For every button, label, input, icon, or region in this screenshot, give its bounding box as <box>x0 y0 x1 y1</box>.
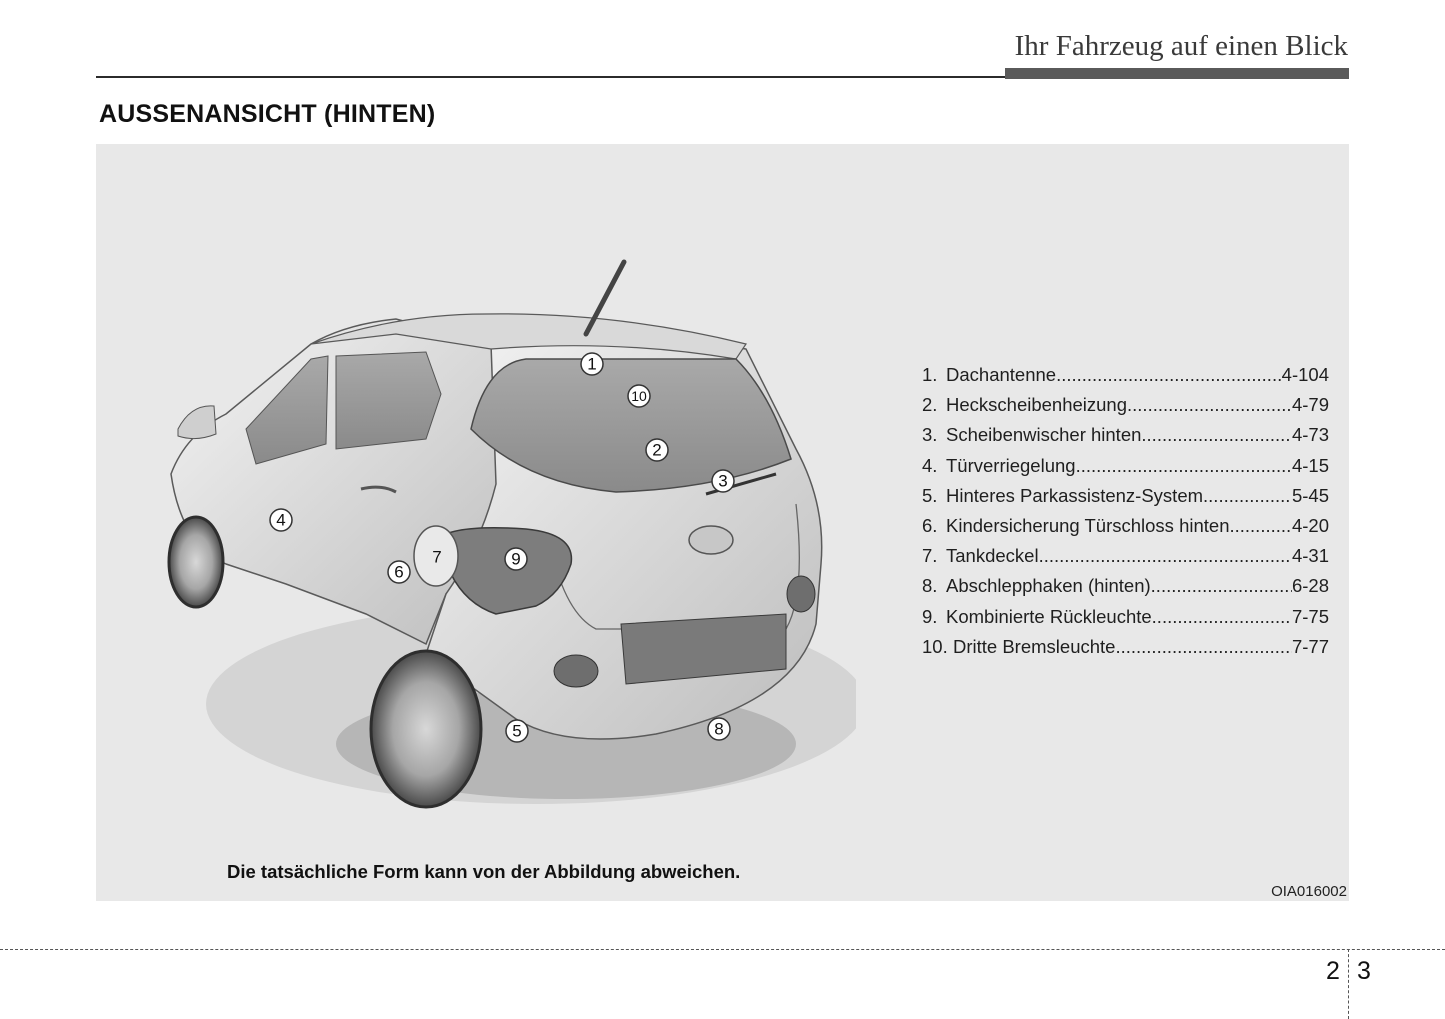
marker-1 <box>581 353 603 375</box>
chapter-number: 2 <box>1326 957 1340 985</box>
rear-reflector-left <box>554 655 598 687</box>
image-code: OIA016002 <box>1271 883 1347 900</box>
marker-9 <box>505 548 527 570</box>
legend-item: 6. Kindersicherung Türschloss hinten ..... 4-20 <box>922 515 1329 545</box>
legend-item: 3. Scheibenwischer hinten ..... 4-73 <box>922 424 1329 454</box>
marker-7 <box>432 548 441 567</box>
marker-10 <box>628 385 650 407</box>
side-window-rear <box>336 352 441 449</box>
page-number: 3 <box>1357 957 1371 985</box>
marker-3 <box>712 470 734 492</box>
legend-item: 7. Tankdeckel ..... 4-31 <box>922 545 1329 575</box>
svg-text:3: 3 <box>718 471 728 491</box>
figure-panel <box>96 144 1349 901</box>
svg-text:1: 1 <box>587 354 597 374</box>
legend-item: 1. Dachantenne ..... 4-104 <box>922 364 1329 394</box>
svg-text:7: 7 <box>432 547 442 567</box>
svg-text:2: 2 <box>652 440 662 460</box>
svg-text:4: 4 <box>276 510 286 530</box>
marker-4 <box>270 509 292 531</box>
figure-caption: Die tatsächliche Form kann von der Abbildung abweichen. <box>227 861 741 882</box>
svg-text:5: 5 <box>512 721 522 741</box>
svg-text:8: 8 <box>714 719 724 739</box>
svg-text:9: 9 <box>511 549 521 569</box>
running-header-title: Ihr Fahrzeug auf einen Blick <box>1014 30 1348 62</box>
rear-wheel <box>371 651 481 807</box>
header-rule <box>96 76 1006 78</box>
legend-item: 4. Türverriegelung ..... 4-15 <box>922 455 1329 485</box>
legend-item: 8. Abschlepphaken (hinten) ..... 6-28 <box>922 575 1329 605</box>
legend-item: 2. Heckscheibenheizung ..... 4-79 <box>922 394 1329 424</box>
front-wheel <box>169 517 223 607</box>
brand-logo <box>689 526 733 554</box>
legend-item: 5. Hinteres Parkassistenz-System ..... 5-45 <box>922 485 1329 515</box>
marker-6 <box>388 561 410 583</box>
footer-dashed-rule <box>0 949 1445 950</box>
component-legend <box>922 364 1329 666</box>
svg-text:6: 6 <box>394 562 404 582</box>
side-mirror <box>178 406 216 439</box>
marker-5 <box>506 720 528 742</box>
header-bar <box>1005 68 1349 79</box>
marker-8 <box>708 718 730 740</box>
car-rear-illustration <box>156 244 856 824</box>
page-number-divider <box>1348 949 1349 1019</box>
legend-item: 10. Dritte Bremsleuchte ..... 7-77 <box>922 636 1329 666</box>
rear-reflector-right <box>787 576 815 612</box>
section-title: AUSSENANSICHT (HINTEN) <box>99 100 436 128</box>
marker-2 <box>646 439 668 461</box>
legend-item: 9. Kombinierte Rückleuchte ..... 7-75 <box>922 606 1329 636</box>
svg-text:10: 10 <box>631 388 647 404</box>
